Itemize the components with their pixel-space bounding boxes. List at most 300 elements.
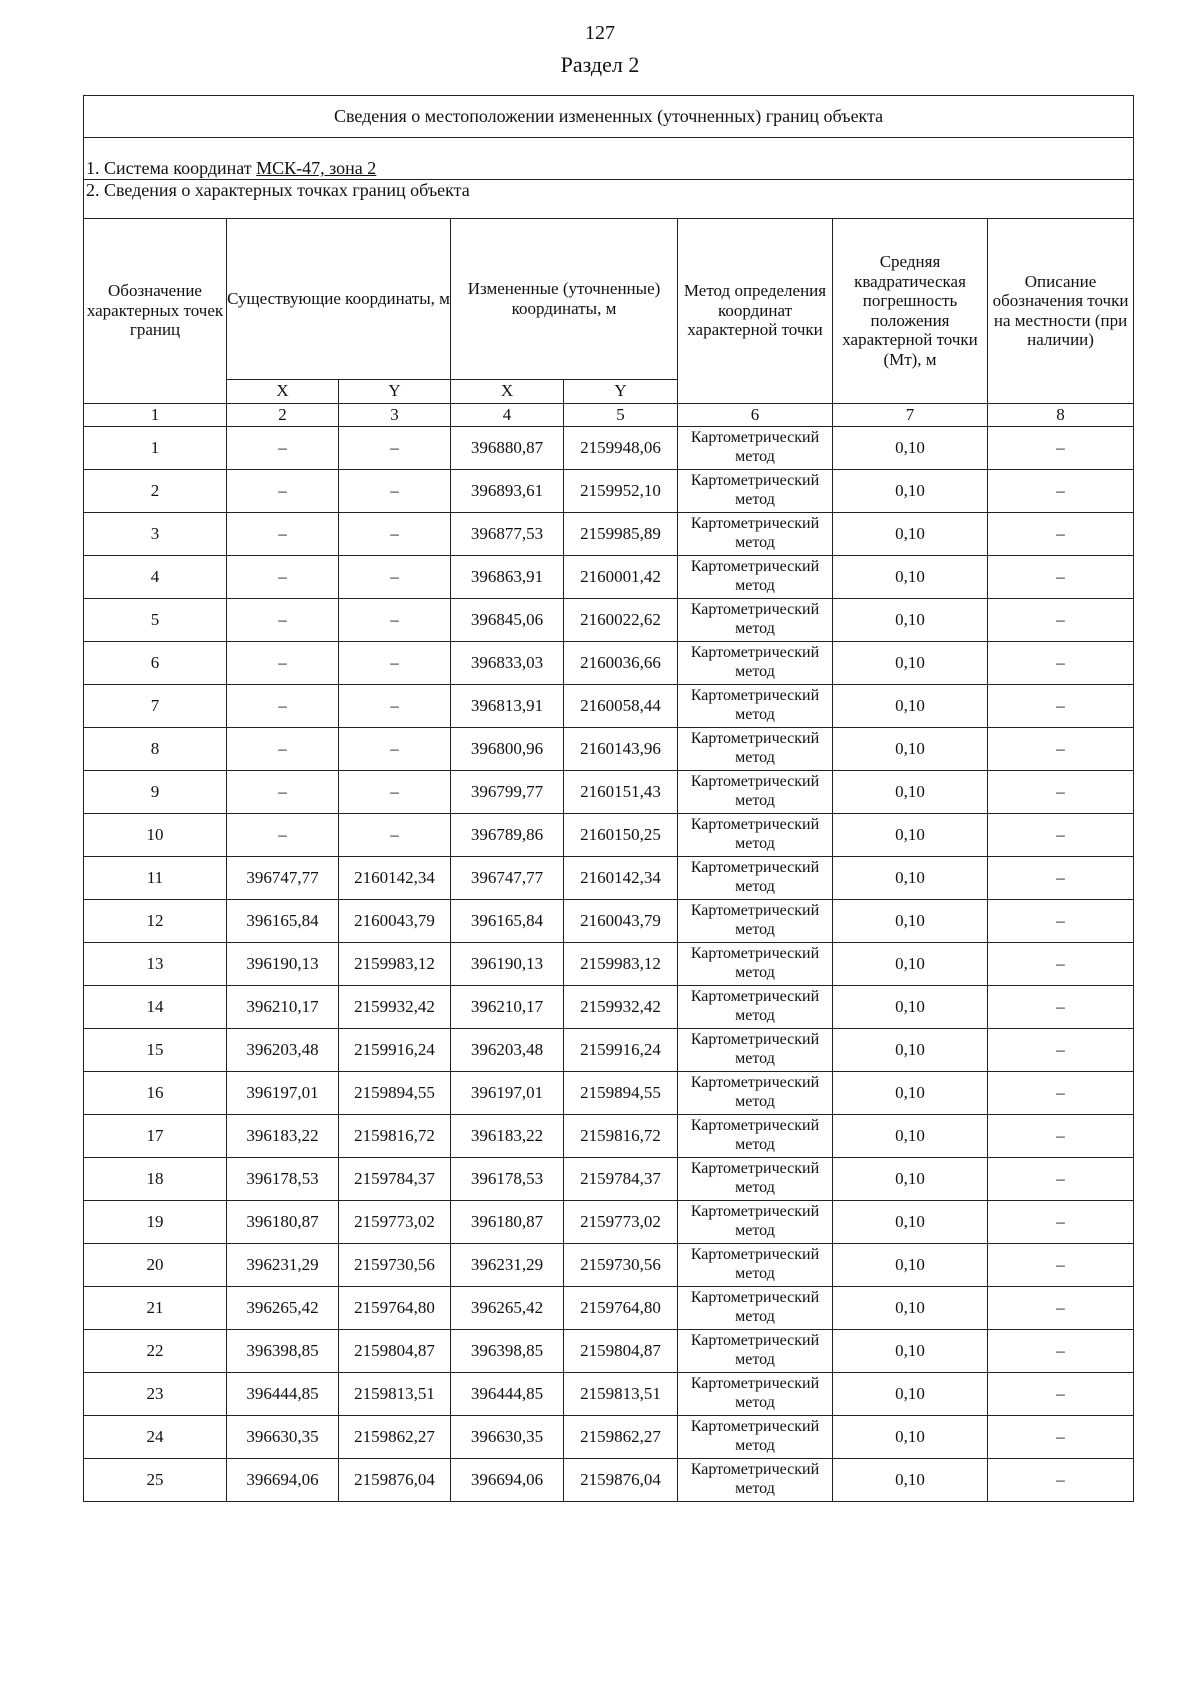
table-row: [84, 813, 1134, 856]
error-cell: 0,10: [833, 1243, 988, 1286]
changed-y-cell: 2160151,43: [564, 770, 678, 813]
existing-x-cell: –: [227, 512, 339, 555]
existing-y-cell: 2159894,55: [339, 1071, 451, 1114]
point-number-cell: 4: [84, 555, 227, 598]
method-cell: [678, 1458, 833, 1501]
method-text: Картометрический: [690, 429, 820, 447]
method-cell: [678, 641, 833, 684]
table-row: [84, 899, 1134, 942]
method-text: Картометрический: [690, 1160, 820, 1178]
description-cell: –: [988, 469, 1134, 512]
changed-x-cell: 396183,22: [451, 1114, 564, 1157]
table-row: [84, 426, 1134, 469]
changed-y-cell: 2159862,27: [564, 1415, 678, 1458]
existing-y-cell: 2159784,37: [339, 1157, 451, 1200]
method-text: Картометрический: [690, 1332, 820, 1350]
description-cell: –: [988, 684, 1134, 727]
changed-y-cell: 2160036,66: [564, 641, 678, 684]
existing-y-cell: –: [339, 426, 451, 469]
method-text: метод: [735, 1264, 775, 1282]
point-number-cell: 10: [84, 813, 227, 856]
changed-x-cell: 396789,86: [451, 813, 564, 856]
existing-x-cell: 396265,42: [227, 1286, 339, 1329]
description-cell: –: [988, 1114, 1134, 1157]
description-cell: –: [988, 1157, 1134, 1200]
method-text: Картометрический: [690, 1203, 820, 1221]
description-cell: –: [988, 1286, 1134, 1329]
changed-x-cell: 396863,91: [451, 555, 564, 598]
description-cell: –: [988, 770, 1134, 813]
existing-y-cell: –: [339, 641, 451, 684]
coord-system-line: [84, 138, 1134, 180]
error-cell: 0,10: [833, 1329, 988, 1372]
table-row: [84, 985, 1134, 1028]
point-number-cell: 8: [84, 727, 227, 770]
description-cell: –: [988, 1458, 1134, 1501]
changed-y-cell: 2159804,87: [564, 1329, 678, 1372]
table-row: [84, 942, 1134, 985]
existing-x-cell: 396694,06: [227, 1458, 339, 1501]
description-cell: –: [988, 555, 1134, 598]
changed-x-cell: 396190,13: [451, 942, 564, 985]
method-text: Картометрический: [690, 1289, 820, 1307]
header-error: Средняя квадратическая погрешность положения характерной точки (Мт), м: [833, 218, 988, 403]
description-cell: –: [988, 598, 1134, 641]
point-number-cell: 19: [84, 1200, 227, 1243]
table-row: [84, 1243, 1134, 1286]
changed-y-cell: 2159876,04: [564, 1458, 678, 1501]
method-text: метод: [735, 1221, 775, 1239]
changed-y-cell: 2159985,89: [564, 512, 678, 555]
changed-x-cell: 396178,53: [451, 1157, 564, 1200]
method-cell: [678, 555, 833, 598]
method-text: Картометрический: [690, 601, 820, 619]
existing-y-cell: 2159730,56: [339, 1243, 451, 1286]
changed-y-cell: 2159773,02: [564, 1200, 678, 1243]
method-text: метод: [735, 1178, 775, 1196]
table-row: [84, 770, 1134, 813]
method-text: Картометрический: [690, 1031, 820, 1049]
method-text: Картометрический: [690, 1246, 820, 1264]
existing-y-cell: 2159876,04: [339, 1458, 451, 1501]
method-text: Картометрический: [690, 902, 820, 920]
method-cell: [678, 426, 833, 469]
existing-x-cell: –: [227, 684, 339, 727]
table-row: [84, 727, 1134, 770]
existing-y-cell: 2159816,72: [339, 1114, 451, 1157]
existing-x-cell: 396444,85: [227, 1372, 339, 1415]
method-text: метод: [735, 447, 775, 465]
error-cell: 0,10: [833, 1071, 988, 1114]
coord-system-value: МСК-47, зона 2: [256, 158, 377, 178]
section-title: Раздел 2: [560, 52, 640, 77]
existing-x-cell: –: [227, 469, 339, 512]
table-row: [84, 684, 1134, 727]
method-cell: [678, 985, 833, 1028]
method-text: Картометрический: [690, 1117, 820, 1135]
existing-y-cell: –: [339, 813, 451, 856]
error-cell: 0,10: [833, 555, 988, 598]
method-text: метод: [735, 619, 775, 637]
description-cell: –: [988, 899, 1134, 942]
error-cell: 0,10: [833, 641, 988, 684]
table-row: [84, 1286, 1134, 1329]
changed-y-cell: 2159816,72: [564, 1114, 678, 1157]
point-number-cell: 5: [84, 598, 227, 641]
point-number-cell: 6: [84, 641, 227, 684]
changed-x-cell: 396197,01: [451, 1071, 564, 1114]
description-cell: –: [988, 985, 1134, 1028]
column-number: 6: [678, 403, 833, 426]
description-cell: –: [988, 1243, 1134, 1286]
changed-x-cell: 396845,06: [451, 598, 564, 641]
changed-x-cell: 396799,77: [451, 770, 564, 813]
method-cell: [678, 1071, 833, 1114]
method-cell: [678, 684, 833, 727]
points-info-line: 2. Сведения о характерных точках границ объекта: [84, 179, 1134, 218]
method-text: метод: [735, 1092, 775, 1110]
column-number: 5: [564, 403, 678, 426]
error-cell: 0,10: [833, 1200, 988, 1243]
method-text: Картометрический: [690, 1418, 820, 1436]
description-cell: –: [988, 942, 1134, 985]
method-cell: [678, 770, 833, 813]
method-text: Картометрический: [690, 988, 820, 1006]
changed-x-cell: 396630,35: [451, 1415, 564, 1458]
method-text: Картометрический: [690, 472, 820, 490]
method-text: Картометрический: [690, 687, 820, 705]
existing-y-cell: –: [339, 598, 451, 641]
table-row: [84, 598, 1134, 641]
table-row: [84, 1071, 1134, 1114]
description-cell: –: [988, 1200, 1134, 1243]
method-cell: [678, 1157, 833, 1200]
changed-x-cell: 396877,53: [451, 512, 564, 555]
method-text: метод: [735, 662, 775, 680]
existing-y-cell: 2159983,12: [339, 942, 451, 985]
existing-y-cell: 2159862,27: [339, 1415, 451, 1458]
error-cell: 0,10: [833, 1286, 988, 1329]
method-text: метод: [735, 1350, 775, 1368]
existing-x-cell: 396630,35: [227, 1415, 339, 1458]
existing-x-cell: 396231,29: [227, 1243, 339, 1286]
column-number: 1: [84, 403, 227, 426]
changed-x-cell: 396893,61: [451, 469, 564, 512]
method-cell: [678, 598, 833, 641]
changed-x-cell: 396231,29: [451, 1243, 564, 1286]
changed-y-cell: 2159894,55: [564, 1071, 678, 1114]
method-text: метод: [735, 576, 775, 594]
table-row: [84, 1415, 1134, 1458]
point-number-cell: 24: [84, 1415, 227, 1458]
changed-x-cell: 396833,03: [451, 641, 564, 684]
existing-x-cell: –: [227, 598, 339, 641]
table-caption: Сведения о местоположении измененных (уточненных) границ объекта: [84, 96, 1134, 138]
method-text: метод: [735, 963, 775, 981]
error-cell: 0,10: [833, 469, 988, 512]
table-row: [84, 1114, 1134, 1157]
table-row: [84, 555, 1134, 598]
existing-x-cell: 396190,13: [227, 942, 339, 985]
existing-y-cell: 2159773,02: [339, 1200, 451, 1243]
column-number: 7: [833, 403, 988, 426]
method-text: метод: [735, 1307, 775, 1325]
error-cell: 0,10: [833, 1114, 988, 1157]
method-cell: [678, 727, 833, 770]
description-cell: –: [988, 641, 1134, 684]
changed-y-cell: 2159932,42: [564, 985, 678, 1028]
error-cell: 0,10: [833, 942, 988, 985]
changed-x-cell: 396444,85: [451, 1372, 564, 1415]
point-number-cell: 18: [84, 1157, 227, 1200]
method-cell: [678, 1329, 833, 1372]
point-number-cell: 22: [84, 1329, 227, 1372]
error-cell: 0,10: [833, 598, 988, 641]
method-text: метод: [735, 533, 775, 551]
existing-y-cell: –: [339, 555, 451, 598]
changed-y-cell: 2160043,79: [564, 899, 678, 942]
table-row: [84, 1200, 1134, 1243]
point-number-cell: 9: [84, 770, 227, 813]
changed-y-cell: 2159948,06: [564, 426, 678, 469]
boundary-points-table: [83, 95, 1134, 1502]
point-number-cell: 1: [84, 426, 227, 469]
changed-y-cell: 2159784,37: [564, 1157, 678, 1200]
changed-y-cell: 2159813,51: [564, 1372, 678, 1415]
existing-x-cell: 396203,48: [227, 1028, 339, 1071]
method-cell: [678, 1372, 833, 1415]
table-row: [84, 641, 1134, 684]
existing-y-cell: 2160043,79: [339, 899, 451, 942]
error-cell: 0,10: [833, 684, 988, 727]
method-text: метод: [735, 705, 775, 723]
changed-y-cell: 2160150,25: [564, 813, 678, 856]
existing-y-cell: 2159932,42: [339, 985, 451, 1028]
existing-x-cell: –: [227, 727, 339, 770]
description-cell: –: [988, 1028, 1134, 1071]
existing-y-cell: 2159916,24: [339, 1028, 451, 1071]
existing-x-cell: 396197,01: [227, 1071, 339, 1114]
existing-x-cell: 396180,87: [227, 1200, 339, 1243]
error-cell: 0,10: [833, 1372, 988, 1415]
description-cell: –: [988, 512, 1134, 555]
coord-system-prefix: 1. Система координат: [86, 158, 257, 178]
error-cell: 0,10: [833, 727, 988, 770]
method-text: метод: [735, 920, 775, 938]
column-number: 3: [339, 403, 451, 426]
table-row: [84, 1329, 1134, 1372]
existing-x-cell: 396747,77: [227, 856, 339, 899]
method-text: метод: [735, 791, 775, 809]
header-changed-x: X: [451, 379, 564, 403]
changed-y-cell: 2160022,62: [564, 598, 678, 641]
point-number-cell: 15: [84, 1028, 227, 1071]
description-cell: –: [988, 856, 1134, 899]
method-text: Картометрический: [690, 945, 820, 963]
changed-x-cell: 396165,84: [451, 899, 564, 942]
method-cell: [678, 899, 833, 942]
changed-x-cell: 396880,87: [451, 426, 564, 469]
method-text: Картометрический: [690, 1461, 820, 1479]
method-text: метод: [735, 1393, 775, 1411]
point-number-cell: 17: [84, 1114, 227, 1157]
method-cell: [678, 469, 833, 512]
table-row: [84, 1458, 1134, 1501]
method-text: метод: [735, 1436, 775, 1454]
existing-y-cell: 2160142,34: [339, 856, 451, 899]
error-cell: 0,10: [833, 426, 988, 469]
changed-y-cell: 2159952,10: [564, 469, 678, 512]
description-cell: –: [988, 1071, 1134, 1114]
point-number-cell: 25: [84, 1458, 227, 1501]
method-text: Картометрический: [690, 730, 820, 748]
method-text: Картометрический: [690, 644, 820, 662]
method-cell: [678, 512, 833, 555]
changed-y-cell: 2160001,42: [564, 555, 678, 598]
header-designation: Обозначение характерных точек границ: [84, 218, 227, 403]
description-cell: –: [988, 813, 1134, 856]
existing-y-cell: –: [339, 727, 451, 770]
existing-y-cell: –: [339, 770, 451, 813]
existing-x-cell: –: [227, 813, 339, 856]
method-cell: [678, 1200, 833, 1243]
table-row: [84, 856, 1134, 899]
method-text: метод: [735, 1049, 775, 1067]
changed-x-cell: 396800,96: [451, 727, 564, 770]
point-number-cell: 14: [84, 985, 227, 1028]
error-cell: 0,10: [833, 899, 988, 942]
column-number: 4: [451, 403, 564, 426]
header-existing: Существующие координаты, м: [227, 218, 451, 379]
point-number-cell: 11: [84, 856, 227, 899]
page-number: 127: [585, 22, 615, 44]
point-number-cell: 20: [84, 1243, 227, 1286]
existing-y-cell: 2159764,80: [339, 1286, 451, 1329]
changed-y-cell: 2159983,12: [564, 942, 678, 985]
method-cell: [678, 942, 833, 985]
error-cell: 0,10: [833, 770, 988, 813]
error-cell: 0,10: [833, 1157, 988, 1200]
method-cell: [678, 1415, 833, 1458]
method-cell: [678, 813, 833, 856]
existing-x-cell: –: [227, 426, 339, 469]
error-cell: 0,10: [833, 512, 988, 555]
method-text: Картометрический: [690, 859, 820, 877]
changed-x-cell: 396813,91: [451, 684, 564, 727]
point-number-cell: 13: [84, 942, 227, 985]
existing-x-cell: 396165,84: [227, 899, 339, 942]
changed-x-cell: 396203,48: [451, 1028, 564, 1071]
header-existing-x: X: [227, 379, 339, 403]
description-cell: –: [988, 1329, 1134, 1372]
error-cell: 0,10: [833, 985, 988, 1028]
changed-y-cell: 2160143,96: [564, 727, 678, 770]
changed-x-cell: 396210,17: [451, 985, 564, 1028]
changed-y-cell: 2160142,34: [564, 856, 678, 899]
point-number-cell: 7: [84, 684, 227, 727]
method-text: метод: [735, 490, 775, 508]
method-cell: [678, 1243, 833, 1286]
method-cell: [678, 856, 833, 899]
method-cell: [678, 1286, 833, 1329]
table-row: [84, 1372, 1134, 1415]
existing-x-cell: 396178,53: [227, 1157, 339, 1200]
error-cell: 0,10: [833, 813, 988, 856]
point-number-cell: 16: [84, 1071, 227, 1114]
error-cell: 0,10: [833, 1458, 988, 1501]
method-text: метод: [735, 1006, 775, 1024]
method-cell: [678, 1114, 833, 1157]
method-text: Картометрический: [690, 816, 820, 834]
header-changed-y: Y: [564, 379, 678, 403]
method-text: Картометрический: [690, 1074, 820, 1092]
table-row: [84, 1028, 1134, 1071]
method-text: Картометрический: [690, 558, 820, 576]
point-number-cell: 2: [84, 469, 227, 512]
error-cell: 0,10: [833, 1415, 988, 1458]
method-text: Картометрический: [690, 1375, 820, 1393]
point-number-cell: 21: [84, 1286, 227, 1329]
existing-y-cell: –: [339, 684, 451, 727]
changed-x-cell: 396180,87: [451, 1200, 564, 1243]
point-number-cell: 3: [84, 512, 227, 555]
changed-y-cell: 2159730,56: [564, 1243, 678, 1286]
existing-y-cell: 2159804,87: [339, 1329, 451, 1372]
description-cell: –: [988, 1372, 1134, 1415]
method-text: Картометрический: [690, 773, 820, 791]
column-number: 8: [988, 403, 1134, 426]
method-text: метод: [735, 834, 775, 852]
header-method: Метод определения координат характерной точки: [678, 218, 833, 403]
method-text: Картометрический: [690, 515, 820, 533]
method-cell: [678, 1028, 833, 1071]
method-text: метод: [735, 748, 775, 766]
method-text: метод: [735, 1135, 775, 1153]
existing-x-cell: –: [227, 641, 339, 684]
description-cell: –: [988, 426, 1134, 469]
description-cell: –: [988, 727, 1134, 770]
header-existing-y: Y: [339, 379, 451, 403]
existing-x-cell: 396183,22: [227, 1114, 339, 1157]
header-description: Описание обозначения точки на местности (при наличии): [988, 218, 1134, 403]
existing-y-cell: –: [339, 512, 451, 555]
header-changed: Измененные (уточненные) координаты, м: [451, 218, 678, 379]
changed-y-cell: 2159764,80: [564, 1286, 678, 1329]
existing-x-cell: 396398,85: [227, 1329, 339, 1372]
changed-x-cell: 396398,85: [451, 1329, 564, 1372]
point-number-cell: 23: [84, 1372, 227, 1415]
changed-y-cell: 2160058,44: [564, 684, 678, 727]
column-number: 2: [227, 403, 339, 426]
changed-x-cell: 396747,77: [451, 856, 564, 899]
existing-x-cell: –: [227, 770, 339, 813]
error-cell: 0,10: [833, 856, 988, 899]
method-text: метод: [735, 877, 775, 895]
table-row: [84, 469, 1134, 512]
table-row: [84, 512, 1134, 555]
table-row: [84, 1157, 1134, 1200]
point-number-cell: 12: [84, 899, 227, 942]
existing-x-cell: –: [227, 555, 339, 598]
description-cell: –: [988, 1415, 1134, 1458]
existing-y-cell: –: [339, 469, 451, 512]
changed-x-cell: 396694,06: [451, 1458, 564, 1501]
changed-y-cell: 2159916,24: [564, 1028, 678, 1071]
method-text: метод: [735, 1479, 775, 1497]
error-cell: 0,10: [833, 1028, 988, 1071]
existing-x-cell: 396210,17: [227, 985, 339, 1028]
existing-y-cell: 2159813,51: [339, 1372, 451, 1415]
